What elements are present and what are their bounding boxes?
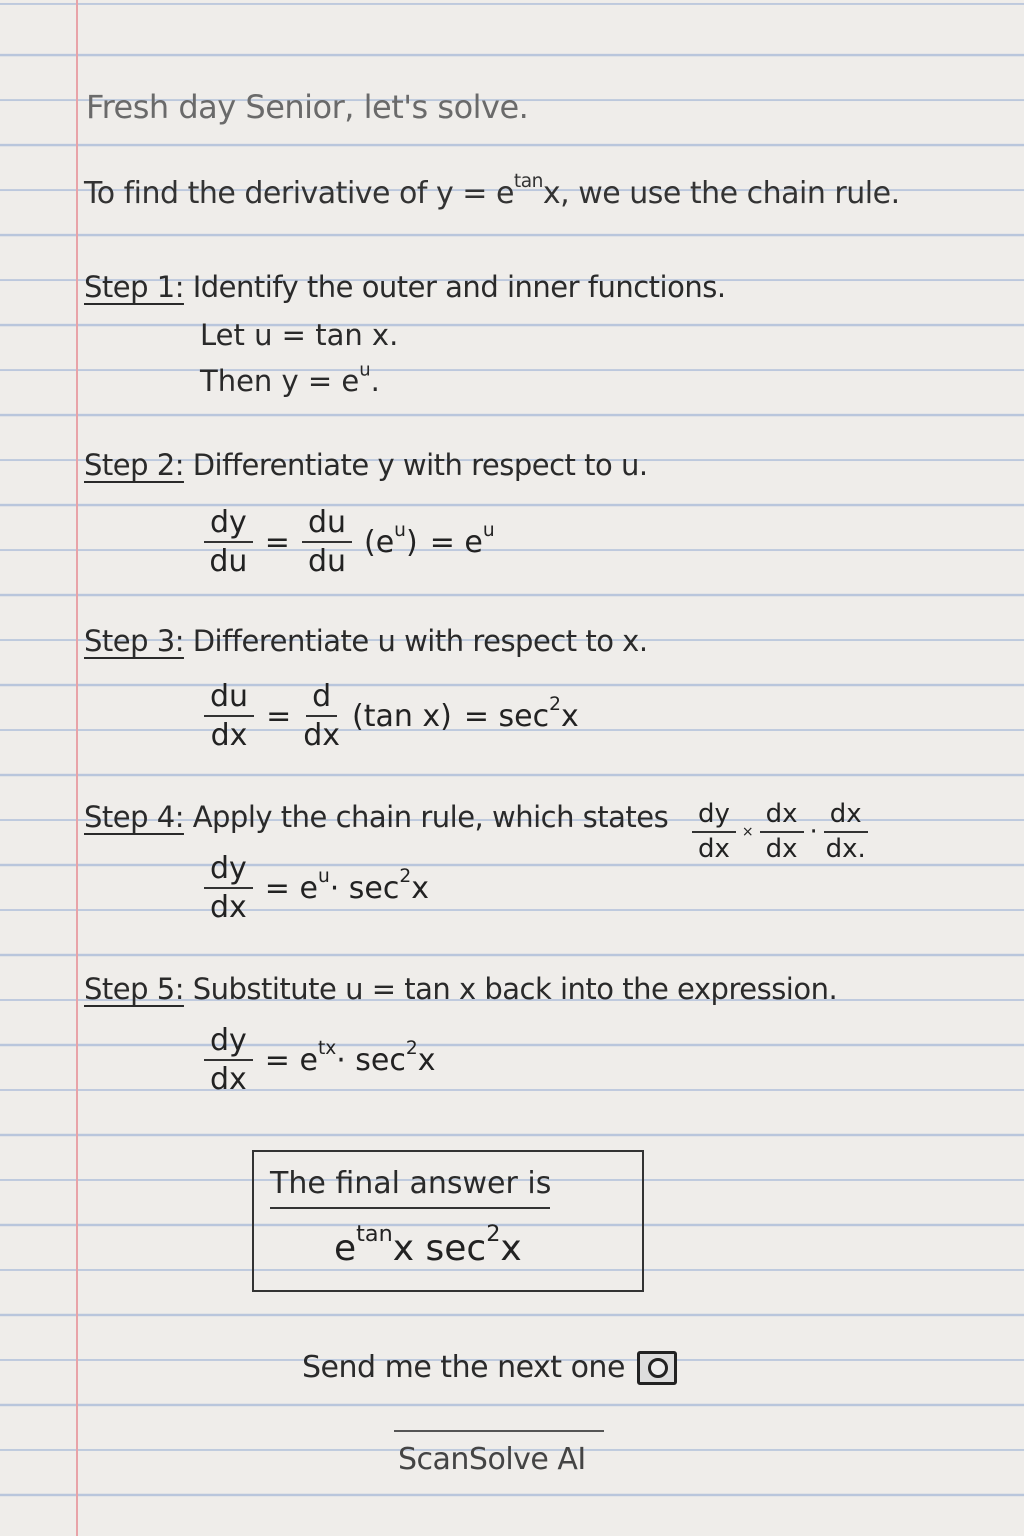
signature-line [394,1430,604,1432]
result-sup-2: 2 [399,865,412,887]
result-sup: u [482,519,495,541]
answer-expr-pre: e [334,1228,357,1269]
step-1-then-post: . [370,364,380,398]
d-du-operator [302,506,352,578]
result-sup: tx [317,1037,337,1059]
fraction-numerator: dx [824,800,868,833]
du-dx-fraction [204,680,254,752]
step-5-text: Substitute u = tan x back into the expression. [192,972,838,1006]
rule-operator-2: · [809,816,818,847]
answer-expr-sup: tan [356,1221,393,1248]
step-1-then [200,359,380,398]
equals-sign: = [266,698,292,734]
fraction-denominator: dx [765,833,798,864]
step-1-let: Let u = tan x. [200,318,399,352]
signature: ScanSolve AI [398,1442,586,1477]
step-4-heading [84,800,668,834]
step-4-label: Step 4: [84,800,184,834]
operand-pre: (e [364,524,395,560]
result-text: = e [264,1042,318,1078]
result-post: x [411,870,429,906]
result-post: x [560,698,579,734]
result-text: = sec [463,698,550,734]
step-1-text: Identify the outer and inner functions. [192,270,726,304]
step-2-equation [198,506,501,578]
step-2-heading [84,448,648,482]
step-1-then-sup: u [359,359,371,381]
fraction-numerator: du [204,680,254,717]
equals-sign: = [264,524,290,560]
step-3-heading [84,624,648,658]
result [463,693,579,734]
fraction-denominator: dx. [825,833,866,864]
step-5-equation [198,1024,442,1096]
step-3-equation [198,680,585,752]
answer-expr-post: x [500,1228,522,1269]
rule-operator-1: × [741,823,754,840]
fraction-numerator: dy [204,506,253,543]
result-sup-2: 2 [405,1037,418,1059]
dy-dx-fraction [204,1024,253,1096]
d-dx-operator [303,680,340,752]
step-1-then-pre: Then y = e [200,364,360,398]
result-text: = e [429,524,483,560]
send-next-prompt[interactable] [302,1350,677,1385]
result [264,865,429,906]
step-1-heading [84,270,726,304]
final-answer-title: The final answer is [270,1166,550,1209]
chain-rule-statement [686,800,874,863]
fraction-denominator: du [209,544,248,579]
result [264,1037,436,1078]
greeting: Fresh day Senior, let's solve. [86,88,529,126]
rule-fraction-1 [692,800,736,863]
fraction-numerator: du [302,506,352,543]
result-mid: · sec [336,1042,406,1078]
margin-line [76,0,78,1536]
result-mid: · sec [329,870,400,906]
step-2-label: Step 2: [84,448,184,482]
result-sup: 2 [549,693,561,715]
final-answer-expression [334,1221,522,1269]
intro-line [84,171,900,211]
intro-pre: To find the derivative of y = e [84,176,514,211]
fraction-denominator: dx [303,718,340,753]
fraction-numerator: dx [760,800,804,833]
operand [364,519,418,560]
rule-fraction-3 [824,800,868,863]
step-2-text: Differentiate y with respect to u. [192,448,648,482]
fraction-denominator: dx [210,1062,247,1097]
step-5-label: Step 5: [84,972,184,1006]
operand-post: ) [405,524,418,560]
result-text: = e [264,870,318,906]
operand: (tan x) [352,698,452,734]
fraction-denominator: dx [210,718,248,753]
fraction-denominator: dx [210,890,247,925]
dy-du-fraction [204,506,253,578]
result [429,519,495,560]
fraction-denominator: dx [698,833,730,864]
send-next-text: Send me the next one [302,1350,625,1385]
rule-fraction-2 [760,800,804,863]
step-3-text: Differentiate u with respect to x. [192,624,648,658]
answer-expr-sup-2: 2 [486,1221,501,1248]
result-sup: u [317,865,330,887]
fraction-numerator: dy [204,1024,253,1061]
step-4-equation [198,852,435,924]
final-answer-box [252,1150,644,1292]
step-5-heading [84,972,837,1006]
answer-expr-mid: x sec [392,1228,487,1269]
step-1-label: Step 1: [84,270,184,304]
step-3-label: Step 3: [84,624,184,658]
fraction-denominator: du [307,544,346,579]
fraction-numerator: d [306,680,337,717]
step-4-text: Apply the chain rule, which states [192,800,669,834]
result-post: x [417,1042,436,1078]
camera-icon [637,1351,677,1385]
intro-sup: tan [513,171,543,193]
fraction-numerator: dy [692,800,736,833]
dy-dx-fraction [204,852,253,924]
intro-post: x, we use the chain rule. [542,176,900,211]
fraction-numerator: dy [204,852,253,889]
operand-sup: u [394,519,406,541]
